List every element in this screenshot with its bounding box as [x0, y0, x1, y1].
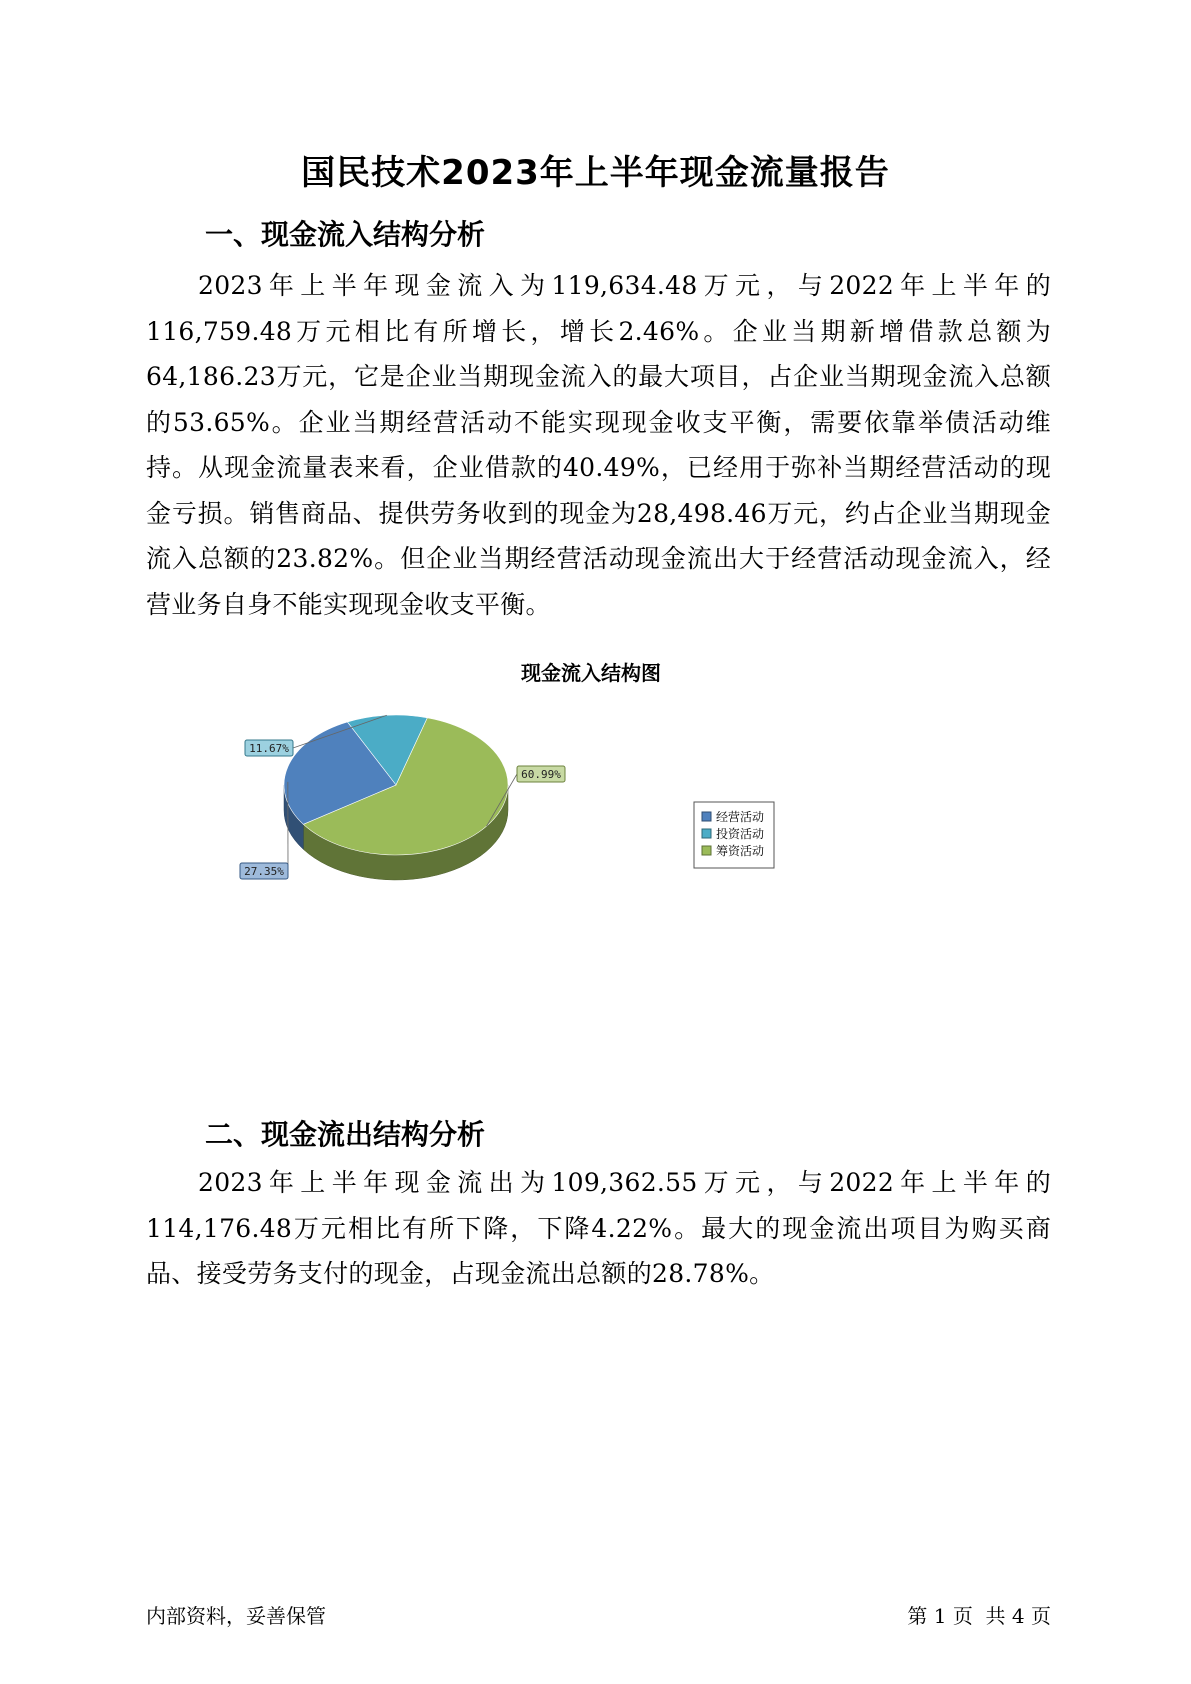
data-label: 27.35% [244, 865, 284, 878]
section2-heading: 二、现金流出结构分析 [205, 1118, 486, 1151]
legend-label: 投资活动 [716, 827, 765, 841]
section1-heading: 一、现金流入结构分析 [205, 218, 486, 251]
legend-label: 筹资活动 [716, 844, 765, 858]
legend-swatch [702, 829, 711, 838]
cash-inflow-pie-chart [146, 661, 1046, 1005]
page-title: 国民技术2023年上半年现金流量报告 [301, 153, 890, 193]
legend-label: 经营活动 [716, 810, 765, 824]
footer-page-number: 第 1 页 共 4 页 [907, 1604, 1051, 1628]
chart-legend [694, 802, 774, 868]
footer-confidential: 内部资料，妥善保管 [146, 1604, 326, 1628]
section2-paragraph: 2023年上半年现金流出为109,362.55万元，与2022年上半年的114,176.48万元相比有所下降，下降4.22%。最大的现金流出项目为购买商品、接受劳务支付的现金，占现金流出总额的28.78%。 [146, 1168, 1051, 1288]
section1-paragraph: 2023年上半年现金流入为119,634.48万元，与2022年上半年的116,759.48万元相比有所增长，增长2.46%。企业当期新增借款总额为64,186.23万元，它是企业当期现金流入的最大项目，占企业当期现金流入总额的53.65%。企业当期经营活动不能实现现金收支平衡，需要依靠举债活动维持。从现金流量表来看，企业借款的40.49%，已经用于弥补当期经营活动的现金亏损。销售商品、提供劳务收到的现金为28,498.46万元，约占企业当期现金流入总额的23.82%。但企业当期经营活动现金流出大于经营活动现金流入，经营业务自身不能实现现金收支平衡。 [146, 271, 1051, 619]
data-label: 11.67% [249, 742, 289, 755]
legend-swatch [702, 812, 711, 821]
data-label: 60.99% [521, 768, 561, 781]
chart-title: 现金流入结构图 [521, 661, 661, 686]
legend-swatch [702, 846, 711, 855]
